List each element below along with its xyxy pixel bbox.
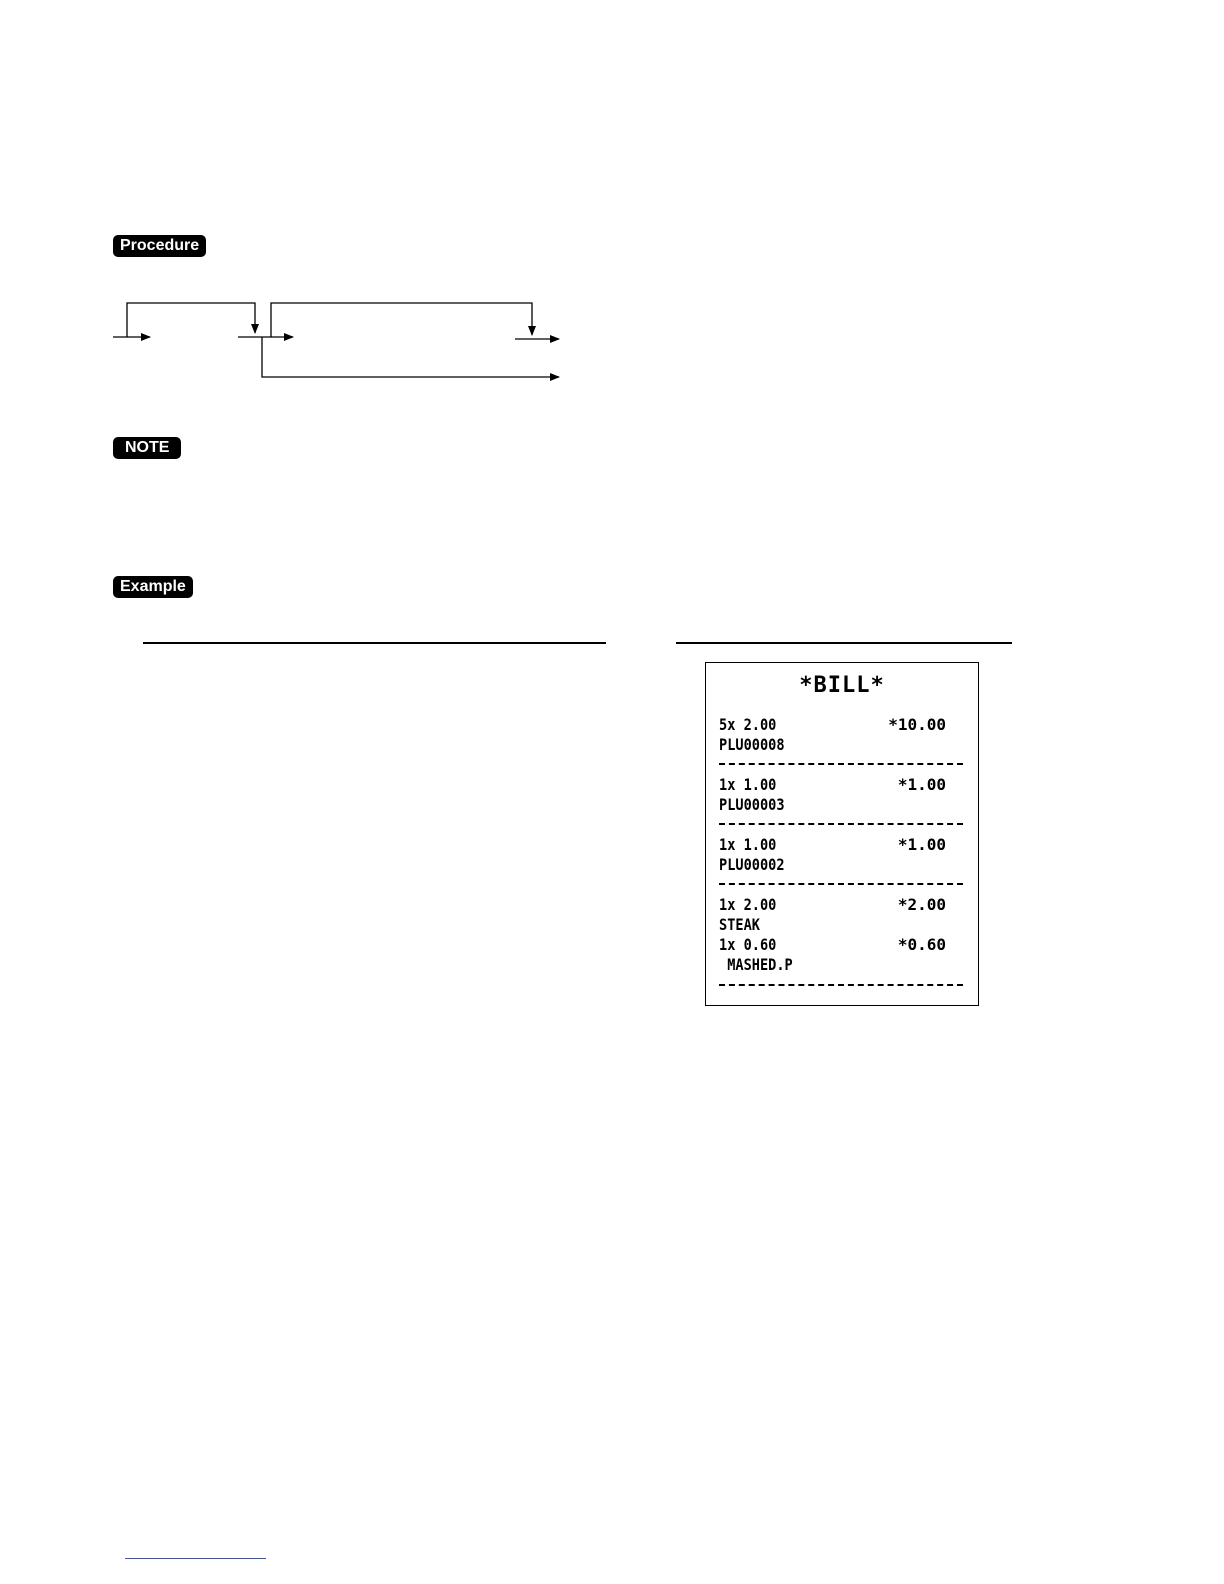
receipt-title: *BILL*: [799, 673, 885, 698]
example-badge: Example: [113, 576, 193, 598]
receipt-amount: *10.00: [888, 715, 946, 734]
receipt-separator: [719, 883, 963, 885]
receipt-item-name: PLU00008: [719, 735, 785, 754]
procedure-flow-diagram: [110, 295, 570, 390]
receipt-item-name: MASHED.P: [719, 955, 793, 974]
receipt-separator: [719, 984, 963, 986]
receipt-amount: *1.00: [897, 775, 946, 794]
receipt-item-name: PLU00002: [719, 855, 785, 874]
receipt-qty-price: 5x 2.00: [719, 715, 777, 734]
receipt-amount: *0.60: [897, 935, 946, 954]
receipt-qty-price: 1x 2.00: [719, 895, 777, 914]
procedure-badge: Procedure: [113, 235, 206, 257]
print-rule: [676, 642, 1012, 644]
receipt-separator: [719, 763, 963, 765]
key-operation-rule: [143, 642, 606, 644]
footer-link-rule: [125, 1558, 266, 1559]
receipt-qty-price: 1x 1.00: [719, 775, 777, 794]
receipt-amount: *2.00: [897, 895, 946, 914]
bill-receipt: [705, 662, 979, 1006]
receipt-qty-price: 1x 1.00: [719, 835, 777, 854]
receipt-separator: [719, 823, 963, 825]
receipt-amount: *1.00: [897, 835, 946, 854]
note-badge: NOTE: [113, 437, 181, 459]
receipt-qty-price: 1x 0.60: [719, 935, 777, 954]
flow-loop2-line: [271, 303, 532, 337]
flow-loop-line: [127, 303, 255, 337]
flow-bypass-arrow: [262, 337, 559, 377]
receipt-item-name: STEAK: [719, 915, 760, 934]
receipt-item-name: PLU00003: [719, 795, 785, 814]
